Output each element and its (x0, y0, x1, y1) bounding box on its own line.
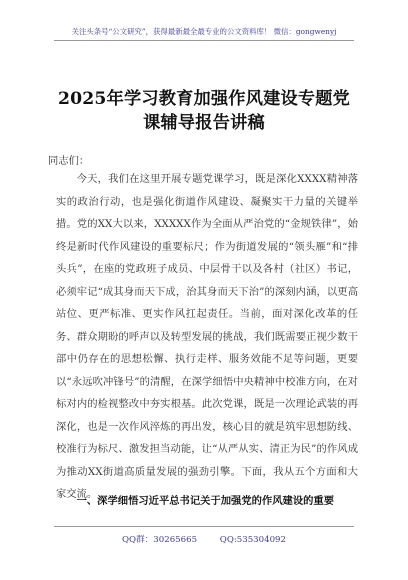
footer-contact (0, 533, 408, 545)
document-title-line-2: 课辅导报告讲稿 (143, 113, 265, 133)
body-paragraph: 今天，我们在这里开展专题党课学习，既是深化XXXX精神落实的政治行动，也是强化街道作风建设、凝聚实干力量的关键举措。党的XX大以来，XXXXX作为全面从严治党的“金规铁律”，始终是新时代作风建设的重要标尺；作为街道发展的“领头雁”和“排头兵”，在座的党政班子成员、中层骨干以及各村（社区）书记，必须牢记“成其身而天下成，治其身而天下治”的深刻内涵，以更高站位、更严标准、更实作风扛起责任。当前，面对深化改革的任务、群众期盼的呼声以及转型发展的挑战，我们既需要正视少数干部中仍存在的思想松懈、执行走样、服务效能不足等问题，更要以“永远吹冲锋号”的清醒，在深学细悟中央精神中校准方向，在对标对内的检视整改中夯实根基。此次党课，既是一次理论武装的再深化，也是一次作风淬炼的再出发，核心目的就是筑牢思想防线、校准行为标尺、激发担当动能，让“从严从实、清正为民”的作风成为推动XX街道高质量发展的强劲引擎。下面，我从五个方面和大家交流。 (56, 173, 358, 500)
footer-qq: QQ:535304092 (219, 535, 286, 545)
header-promo-note: 关注头条号“公文研究”，获得最新最全最专业的公文资料库！ 微信：gongwenyj (71, 27, 337, 36)
footer-qq-group: QQ群：30265665 (122, 535, 198, 545)
body-text (56, 168, 358, 506)
header-divider (54, 40, 354, 41)
footer-divider (54, 526, 354, 527)
section-heading: 一、深学细悟习近平总书记关于加强党的作风建设的重要 (76, 495, 335, 507)
greeting: 同志们： (48, 155, 90, 167)
document-title-line-1: 2025年学习教育加强作风建设专题党 (57, 89, 351, 109)
